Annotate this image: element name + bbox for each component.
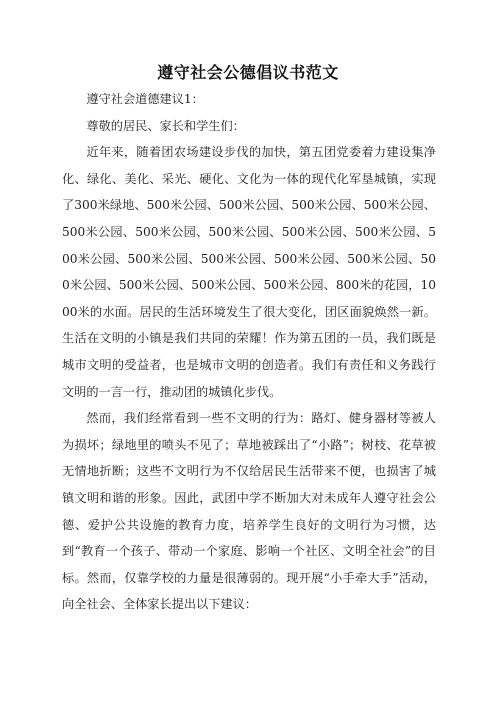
document-body <box>62 86 436 618</box>
document-title: 遵守社会公德倡议书范文 <box>157 63 339 82</box>
paragraph-problems: 然而，我们经常看到一些不文明的行为：路灯、健身器材等被人为损坏；绿地里的喷头不见了；草地被踩出了“小路”；树枝、花草被无情地折断；这些不文明行为不仅给居民生活带来不便，也损害了城镇文明和谐的形象。因此，武团中学不断加大对未成年人遵守社会公德、爱护公共设施的教育力度，培养学生良好的文明行为习惯，达到“教育一个孩子、带动一个家庭、影响一个社区、文明全社会”的目标。然而，仅靠学校的力量是很薄弱的。现开展“小手牵大手”活动，向全社会、全体家长提出以下建议： <box>62 411 436 612</box>
paragraph-salutation: 尊敬的居民、家长和学生们： <box>86 118 245 133</box>
paragraph-background: 近年来，随着团农场建设步伐的加快，第五团党委着力建设集净化、绿化、美化、采光、硬化、文化为一体的现代化军垦城镇，实现了300米绿地、500米公园、500米公园、500米公园、500米公园、500米公园、500米公园、500米公园、500米公园、500米公园、500米公园、500米公园、500米公园、500米公园、500米公园、500米公园、500米公园、500米公园、500米公园、800米的花园，1000米的水面。居民的生活环境发生了很大变化，团区面貌焕然一新。生活在文明的小镇是我们共同的荣耀！作为第五团的一员，我们既是城市文明的受益者，也是城市文明的创造者。我们有责任和义务践行文明的一言一行，推动团的城镇化步伐。 <box>62 145 436 399</box>
paragraph-suggestion-heading: 遵守社会道德建议1： <box>86 92 204 106</box>
